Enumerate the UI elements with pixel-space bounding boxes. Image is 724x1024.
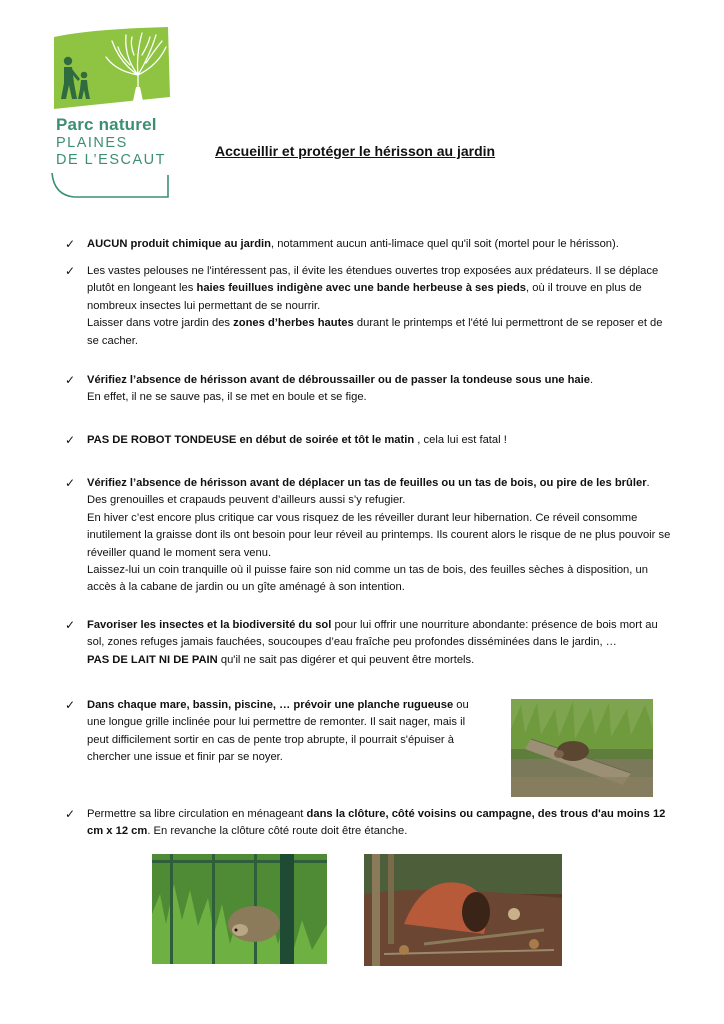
tip-text-part: , cela lui est fatal ! [414,434,507,446]
photo-hedgehog-fence [152,854,327,964]
tip-text [87,315,672,350]
tip-item-no-chemicals [65,236,672,253]
tip-text [87,263,672,315]
tip-item-pond-plank [65,697,485,767]
tip-bold: Vérifiez l’absence de hérisson avant de déplacer un tas de feuilles ou un tas de bois, ou pire de les brûler [87,477,647,489]
tip-bold: haies feuillues indigène avec une bande herbeuse à ses pieds [196,282,527,295]
tip-bold: PAS DE ROBOT TONDEUSE en début de soirée et tôt le matin [87,434,415,446]
checkmark-icon: ✓ [65,476,76,490]
checkmark-icon: ✓ [65,264,76,278]
tip-text-part: , où il trouve en plus de nombreux insectes lui permettant de se nourrir. [87,282,642,312]
tip-text: En hiver c’est encore plus critique car vous risquez de les réveiller durant leur hibernation. Ce réveil consomme inutilement la graisse dont ils ont besoin pour leur réveil au printemps. Ils courent alors le risque de ne plus pouvoir se réveiller quand le moment sera venu. [87,511,671,559]
tip-item-check-before-mowing [65,372,672,407]
tip-text [87,236,672,253]
tip-text [87,432,672,449]
tip-text: Des grenouilles et crapauds peuvent d’ailleurs aussi s’y refugier. [87,494,406,507]
tip-text-part: durant le printemps et l'été lui permettront de se reposer et de se cacher. [87,317,663,347]
park-name-line-2: PLAINES [56,135,128,151]
tip-text-part: , notamment aucun anti-limace quel qu'il soit (mortel pour le hérisson). [270,238,619,250]
tip-text [87,372,672,389]
checkmark-icon: ✓ [65,433,76,447]
tip-item-no-robot-mower [65,432,672,449]
tip-bold: AUCUN produit chimique au jardin [87,238,271,250]
park-name [56,115,166,169]
tip-text-part: ou une longue grille inclinée pour lui permettre de remonter. Il sait nager, mais il peut difficilement sortir en cas de pente trop abrupte, il pourrait s'épuiser à chercher une issue et finir par se noyer. [87,699,469,764]
tip-text [87,475,672,492]
tip-item-leaf-piles [65,475,672,597]
tip-text-part: Permettre sa libre circulation en ménageant [87,808,307,820]
tip-text-part: Les vastes pelouses ne l'intéressent pas, il évite les étendues ouvertes trop exposées aux prédateurs. Il se déplace plutôt en longeant les [87,265,659,295]
tip-text-part: . En revanche la clôture côté route doit être étanche. [147,825,408,838]
photo-hedgehog-plank-image [511,699,653,797]
checkmark-icon: ✓ [65,618,76,632]
tip-text: Laissez-lui un coin tranquille où il puisse faire son nid comme un tas de bois, des feuilles sèches à disposition, un accès à la cabane de jardin ou un gîte aménagé à son intention. [87,564,648,594]
park-name-line-1: Parc naturel [56,115,157,134]
checkmark-icon: ✓ [65,807,76,821]
tip-text [87,652,672,669]
tip-bold: Dans chaque mare, bassin, piscine, … prévoir une planche rugueuse [87,699,454,711]
checkmark-icon: ✓ [65,698,76,712]
tip-bold: Favoriser les insectes et la biodiversité du sol [87,619,332,631]
tip-bold: zones d’herbes hautes [233,317,354,330]
tip-text [87,617,672,652]
tip-bold: Vérifiez l’absence de hérisson avant de débroussailler ou de passer la tondeuse sous une haie [87,374,590,386]
tip-text-part: . [646,477,650,489]
checkmark-icon: ✓ [65,373,76,387]
tip-text-part: Laisser dans votre jardin des [87,317,234,330]
tip-item-hedges [65,263,672,350]
tip-text-part: pour lui offrir une nourriture abondante: présence de bois mort au sol, zones refuges jamais fauchées, soucoupes d’eau fraîche peu profondes disséminées dans le jardin, … [87,619,658,649]
tip-item-biodiversity [65,617,672,669]
tip-bold: PAS DE LAIT NI DE PAIN [87,653,218,666]
photo-hedgehog-fence-image [152,854,327,964]
document-title: Accueillir et protéger le hérisson au jardin [215,143,496,159]
tip-text [87,697,485,767]
checkmark-icon: ✓ [65,237,76,251]
photo-hedgehog-plank [511,699,653,797]
tip-text [87,806,672,841]
tip-text-part: qu'il ne sait pas digérer et qui peuvent être mortels. [217,653,475,666]
park-name-line-3: DE L’ESCAUT [56,152,166,168]
tip-text-part: . [590,374,594,386]
photo-hedgehog-shelter [364,854,562,966]
photo-hedgehog-shelter-image [364,854,562,966]
tip-bold: dans la clôture, côté voisins ou campagne, des trous d'au moins 12 cm x 12 cm [87,808,666,838]
tip-text: En effet, il ne se sauve pas, il se met en boule et se fige. [87,391,367,404]
tip-item-fence-holes [65,806,672,841]
